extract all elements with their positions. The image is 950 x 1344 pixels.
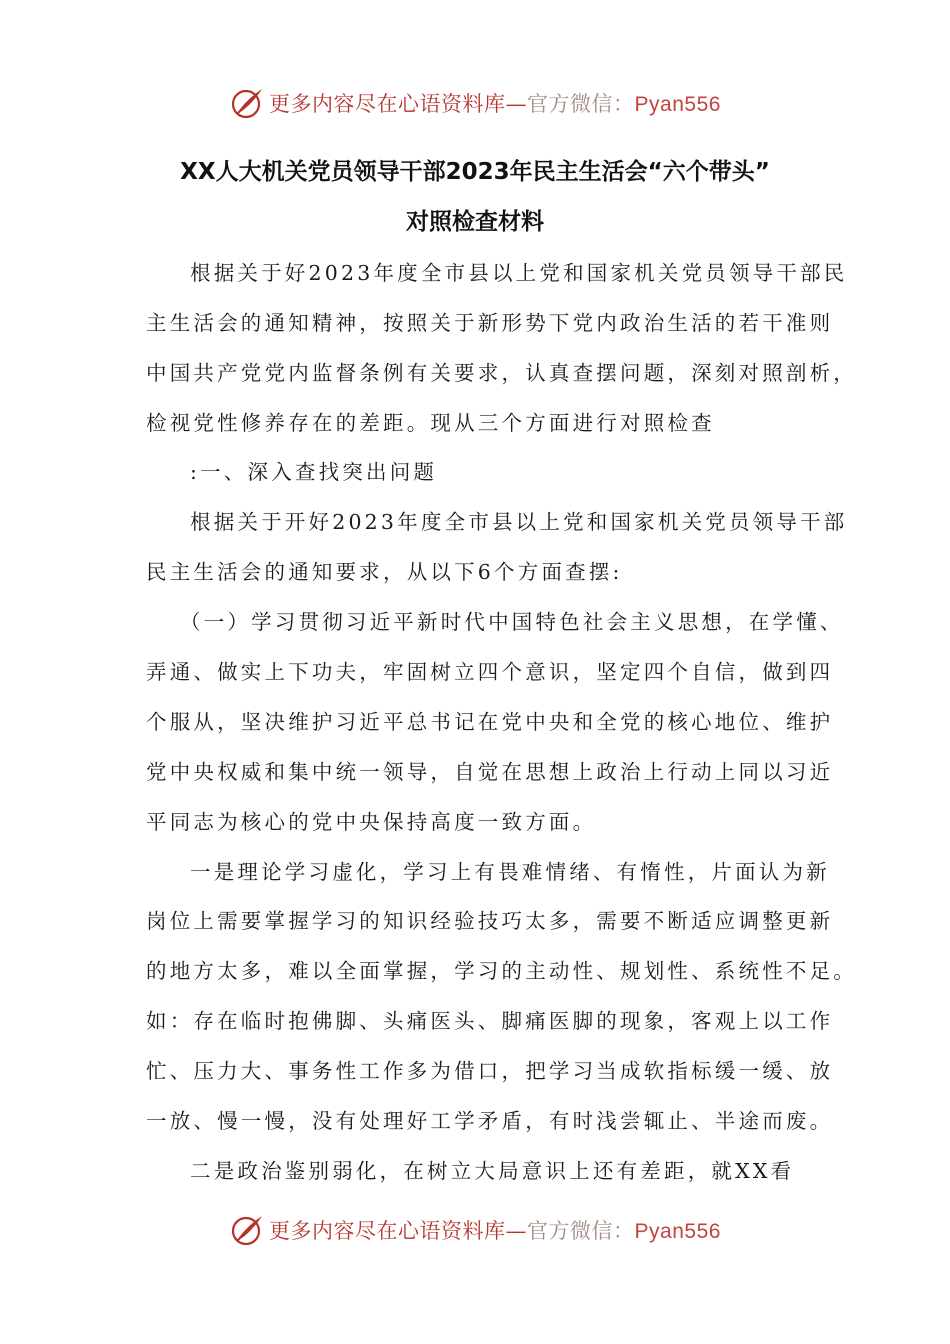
- body-line: 一放、慢一慢，没有处理好工学矛盾，有时浅尝辄止、半途而废。: [146, 1109, 834, 1133]
- document-title-line-2: 对照检查材料: [406, 209, 544, 235]
- body-line: 根据关于好2023年度全市县以上党和国家机关党员领导干部民: [190, 261, 848, 285]
- body-line: 检视党性修养存在的差距。现从三个方面进行对照检查: [146, 411, 715, 435]
- body-line: 忙、压力大、事务性工作多为借口，把学习当成软指标缓一缓、放: [146, 1059, 834, 1083]
- banner-slogan: 更多内容尽在心语资料库: [269, 92, 506, 116]
- header-banner: [0, 83, 950, 123]
- banner-slogan: 更多内容尽在心语资料库: [269, 1219, 506, 1243]
- subsection-heading: （一）学习贯彻习近平新时代中国特色社会主义思想，在学懂、: [180, 610, 844, 634]
- body-line: 一是理论学习虚化，学习上有畏难情绪、有惰性，片面认为新: [190, 860, 830, 884]
- body-line: 主生活会的通知精神，按照关于新形势下党内政治生活的若干准则: [146, 311, 834, 335]
- footer-banner: [0, 1210, 950, 1250]
- banner-dash: —: [505, 1219, 528, 1243]
- body-line: 民主生活会的通知要求，从以下6个方面查摆:: [146, 560, 623, 584]
- quill-logo-icon: [229, 1212, 265, 1248]
- document-title-line-1: XX人大机关党员领导干部2023年民主生活会“六个带头”: [180, 159, 770, 185]
- body-line: 如：存在临时抱佛脚、头痛医头、脚痛医脚的现象，客观上以工作: [146, 1009, 834, 1033]
- body-line: 平同志为核心的党中央保持高度一致方面。: [146, 810, 597, 834]
- section-heading: :一、深入查找突出问题: [190, 460, 438, 484]
- banner-dash: —: [505, 92, 528, 116]
- body-line: 弄通、做实上下功夫，牢固树立四个意识，坚定四个自信，做到四: [146, 660, 834, 684]
- body-line: 中国共产党党内监督条例有关要求，认真查摆问题，深刻对照剖析，: [146, 361, 857, 385]
- body-line: 岗位上需要掌握学习的知识经验技巧太多，需要不断适应调整更新: [146, 909, 834, 933]
- quill-logo-icon: [229, 85, 265, 121]
- banner-wechat-label: 官方微信：: [527, 92, 635, 116]
- banner-wechat-id: Pyan556: [634, 1220, 721, 1243]
- body-line: 党中央权威和集中统一领导，自觉在思想上政治上行动上同以习近: [146, 760, 834, 784]
- body-line: 个服从，坚决维护习近平总书记在党中央和全党的核心地位、维护: [146, 710, 834, 734]
- banner-wechat-label: 官方微信：: [527, 1219, 635, 1243]
- body-line: 二是政治鉴别弱化，在树立大局意识上还有差距，就XX看: [190, 1159, 795, 1183]
- body-line: 的地方太多，难以全面掌握，学习的主动性、规划性、系统性不足。: [146, 959, 857, 983]
- banner-wechat-id: Pyan556: [634, 93, 721, 116]
- body-line: 根据关于开好2023年度全市县以上党和国家机关党员领导干部: [190, 510, 848, 534]
